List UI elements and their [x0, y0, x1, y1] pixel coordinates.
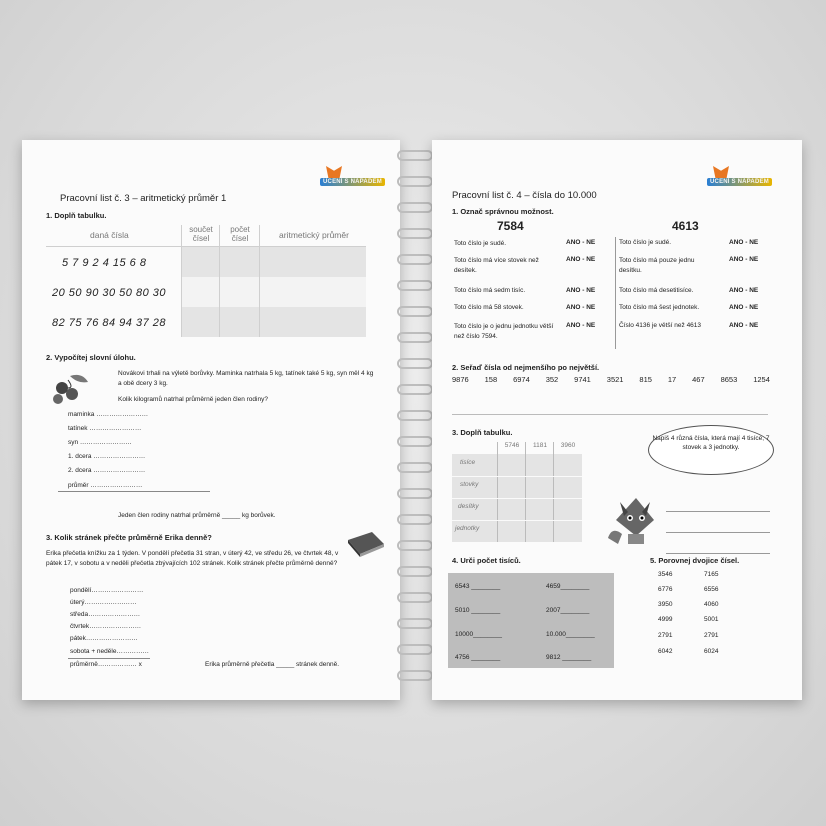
table-row-units: jednotky: [455, 525, 480, 532]
right-logo: UČENÍ S NÁPADEM: [707, 178, 772, 186]
right-ex2-heading: 2. Seřaď čísla od nejmenšího po největší.: [452, 363, 600, 372]
option-b-1-answer[interactable]: ANO - NE: [729, 239, 759, 246]
sort-number: 815: [639, 375, 652, 384]
ex2-answer[interactable]: Jeden člen rodiny natrhal průměrně _____ kg borůvek.: [118, 512, 276, 519]
sort-number: 352: [545, 375, 559, 384]
numbers-row-2: 20 50 90 30 50 80 30: [52, 287, 166, 299]
thousands-left-2[interactable]: 5010 ________: [455, 607, 501, 614]
average-line[interactable]: průměrně……………… x: [70, 661, 142, 668]
table-row-3-cells[interactable]: [181, 307, 366, 337]
col-header-average: aritmetický průměr: [279, 230, 349, 240]
col-header-numbers: daná čísla: [90, 230, 129, 240]
left-ex2-heading: 2. Vypočítej slovní úlohu.: [46, 353, 136, 362]
right-ex1-heading: 1. Označ správnou možnost.: [452, 207, 554, 216]
sort-number: 6974: [513, 375, 530, 384]
table-col-1: 5746: [504, 442, 520, 449]
option-b-3: Toto číslo má desetitisíce.: [619, 287, 694, 294]
pair-4-a: 4999: [658, 616, 673, 623]
number-b: 4613: [672, 219, 699, 233]
sort-number: 17: [667, 375, 677, 384]
sort-number: 1254: [753, 375, 770, 384]
right-ex4-heading: 4. Urči počet tisíců.: [452, 556, 521, 565]
day-line-3[interactable]: středa……………………: [70, 611, 141, 618]
day-line-2[interactable]: úterý……………………: [70, 599, 137, 606]
option-b-4-answer[interactable]: ANO - NE: [729, 304, 759, 311]
member-line-1[interactable]: maminka ……………………: [68, 411, 149, 418]
blueberries-icon: [48, 370, 92, 410]
thousands-right-4[interactable]: 9812 ________: [546, 654, 592, 661]
table-row-1-cells[interactable]: [181, 247, 366, 277]
fox-mascot-icon: [606, 490, 666, 546]
table-col-2: 1181: [533, 442, 547, 449]
thousands-left-1[interactable]: 6543 ________: [455, 583, 501, 590]
sort-number: 9741: [574, 375, 591, 384]
right-ex3-heading: 3. Doplň tabulku.: [452, 428, 513, 437]
ex2-question: Kolik kilogramů natrhal průměrně jeden člen rodiny?: [118, 396, 268, 403]
speech-bubble: Napiš 4 různá čísla, která mají 4 tisíce, 7 stovek a 3 jednotky.: [648, 425, 774, 475]
pair-2-a: 6776: [658, 586, 673, 593]
ex2-problem-text: Novákovi trhali na výletě borůvky. Maminka natrhala 5 kg, tatínek také 5 kg, syn měl 4 kg a obě dcery 3 kg.: [118, 370, 374, 387]
option-a-5-answer[interactable]: ANO - NE: [566, 322, 596, 329]
pair-5-a: 2791: [658, 632, 673, 639]
book-icon: [346, 530, 386, 558]
option-a-3: Toto číslo má sedm tisíc.: [454, 287, 526, 294]
sort-number: 3521: [606, 375, 624, 384]
left-page-title: Pracovní list č. 3 – aritmetický průměr 1: [60, 193, 227, 204]
right-ex5-heading: 5. Porovnej dvojice čísel.: [650, 556, 740, 565]
left-logo: UČENÍ S NÁPADEM: [320, 178, 385, 186]
number-a: 7584: [497, 219, 524, 233]
option-a-4: Toto číslo má 58 stovek.: [454, 304, 524, 311]
pair-5-b: 2791: [704, 632, 719, 639]
day-line-4[interactable]: čtvrtek……………………: [70, 623, 142, 630]
ex3-problem-text: Erika přečetla knížku za 1 týden. V pondělí přečetla 31 stran, v úterý 42, ve středu 26, ve čtvrtek 48, v pátek 17, v sobotu a v neděli přečetla zbývajících 102 stránek. Kolik stránek přečte průměrně denně?: [46, 550, 339, 567]
option-b-4: Toto číslo má šest jednotek.: [619, 304, 700, 311]
option-b-5: Číslo 4136 je větší než 4613: [619, 322, 702, 329]
sort-number: 158: [484, 375, 498, 384]
option-a-5: Toto číslo je o jednu jednotku větší než číslo 7594.: [454, 323, 554, 340]
section-divider: [452, 414, 768, 415]
pair-6-a: 6042: [658, 648, 673, 655]
thousands-right-2[interactable]: 2007________: [546, 607, 590, 614]
table-row-2-cells[interactable]: [181, 277, 366, 307]
option-b-3-answer[interactable]: ANO - NE: [729, 287, 759, 294]
pair-2-b: 6556: [704, 586, 719, 593]
day-line-6[interactable]: sobota + neděle……………: [70, 648, 149, 655]
option-b-2-answer[interactable]: ANO - NE: [729, 256, 759, 263]
table-row-thousands: tisíce: [460, 459, 476, 466]
day-line-5[interactable]: pátek……………………: [70, 635, 138, 642]
sort-number: 467: [692, 375, 705, 384]
sort-number: 9876: [452, 375, 469, 384]
thousands-right-3[interactable]: 10.000________: [546, 631, 595, 638]
member-line-5[interactable]: 2. dcera ……………………: [68, 467, 146, 474]
option-b-2: Toto číslo má pouze jednu desítku.: [619, 257, 695, 274]
left-ex1-heading: 1. Doplň tabulku.: [46, 211, 107, 220]
right-page-title: Pracovní list č. 4 – čísla do 10.000: [452, 190, 597, 201]
numbers-row-3: 82 75 76 84 94 37 28: [52, 317, 166, 329]
member-line-4[interactable]: 1. dcera ……………………: [68, 453, 146, 460]
thousands-left-3[interactable]: 10000________: [455, 631, 502, 638]
day-line-1[interactable]: pondělí……………………: [70, 587, 144, 594]
pair-6-b: 6024: [704, 648, 719, 655]
member-line-average[interactable]: průměr ……………………: [68, 482, 143, 489]
pair-1-a: 3546: [658, 571, 673, 578]
ex3-answer[interactable]: Erika průměrně přečetla _____ stránek denně.: [205, 661, 340, 668]
table-row-hundreds: stovky: [460, 481, 479, 488]
option-a-3-answer[interactable]: ANO - NE: [566, 287, 596, 294]
col-header-sum: součet čísel: [189, 225, 213, 243]
thousands-left-4[interactable]: 4756 ________: [455, 654, 501, 661]
sort-numbers-row: [452, 375, 770, 384]
sort-number: 8653: [720, 375, 738, 384]
table-col-3: 3960: [560, 442, 576, 449]
numbers-row-1: 5 7 9 2 4 15 6 8: [62, 257, 147, 269]
option-a-2-answer[interactable]: ANO - NE: [566, 256, 596, 263]
col-header-count: počet čísel: [230, 225, 250, 243]
option-a-1: Toto číslo je sudé.: [454, 240, 507, 247]
option-b-1: Toto číslo je sudé.: [619, 239, 672, 246]
member-line-2[interactable]: tatínek ……………………: [68, 425, 142, 432]
left-ex3-heading: 3. Kolik stránek přečte průměrně Erika denně?: [46, 533, 212, 542]
option-a-4-answer[interactable]: ANO - NE: [566, 304, 596, 311]
thousands-right-1[interactable]: 4659________: [546, 583, 590, 590]
option-a-2: Toto číslo má více stovek než desítek.: [454, 257, 539, 274]
table-row-tens: desítky: [458, 503, 479, 510]
pair-3-b: 4060: [704, 601, 719, 608]
option-a-1-answer[interactable]: ANO - NE: [566, 239, 596, 246]
member-line-3[interactable]: syn ……………………: [68, 439, 132, 446]
pair-4-b: 5001: [704, 616, 719, 623]
pair-1-b: 7165: [704, 571, 719, 578]
option-b-5-answer[interactable]: ANO - NE: [729, 322, 759, 329]
pair-3-a: 3950: [658, 601, 673, 608]
